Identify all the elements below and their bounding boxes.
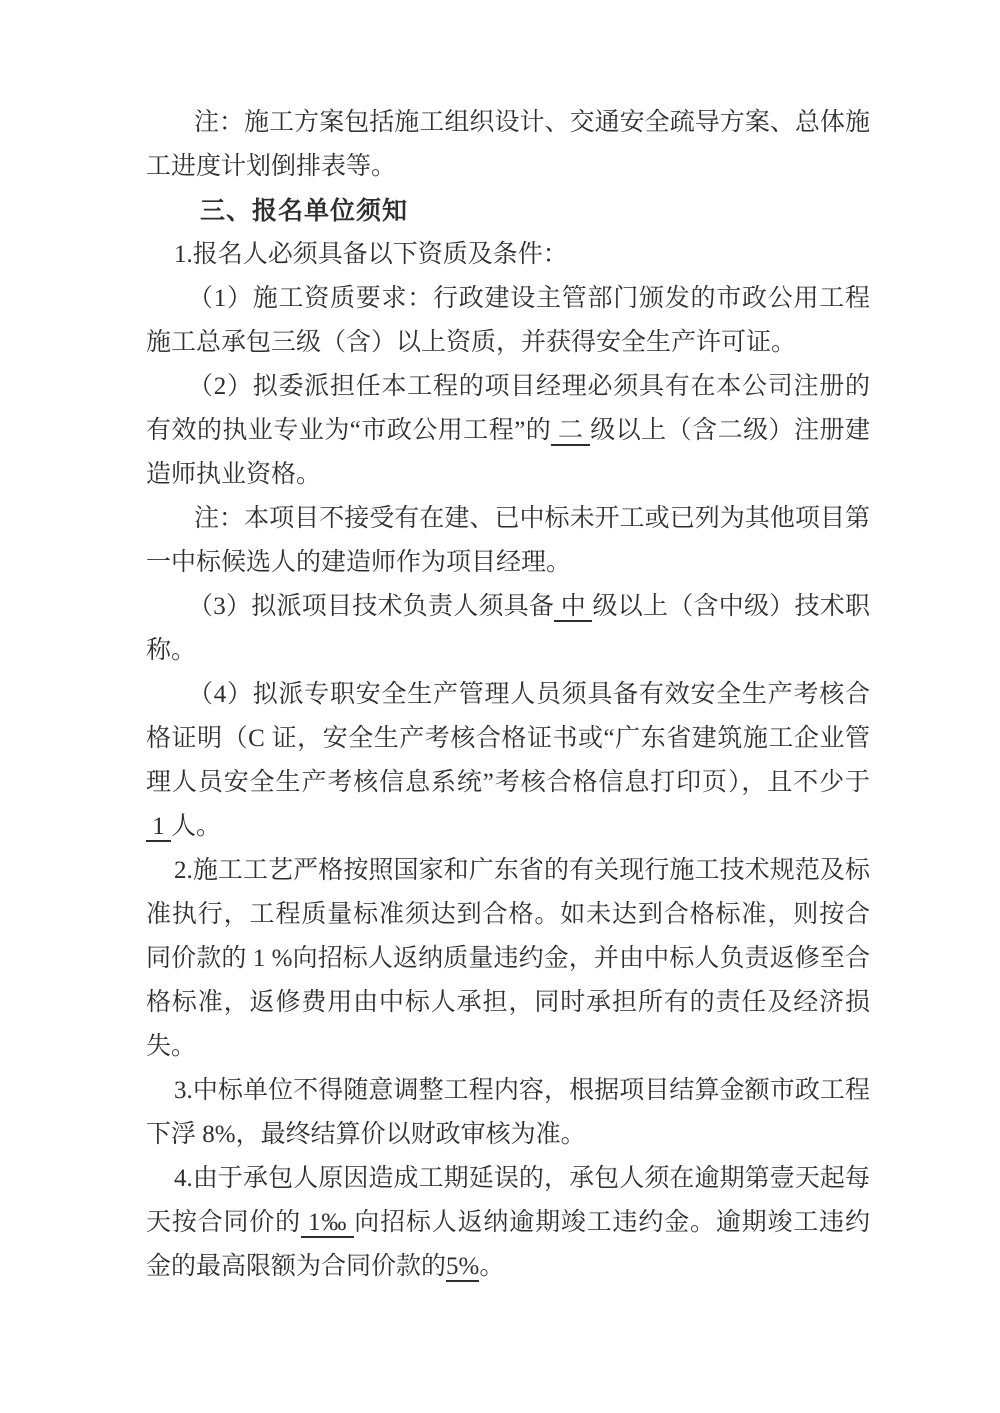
item-1-4-text-post: 人。 [171,813,222,840]
item-1-2-project-manager [146,365,870,497]
section-heading: 三、报名单位须知 [200,197,409,225]
item-1-1-construction-qualification: （1）施工资质要求：行政建设主管部门颁发的市政公用工程施工总承包三级（含）以上资质，并获得安全生产许可证。 [146,285,870,356]
item-1-qualifications: 1.报名人必须具备以下资质及条件： [174,241,568,268]
item-4-text-mid: 向招标人返纳逾期竣工违约金。逾期竣工违约金的最高限额为合同价款的 [146,1209,870,1280]
note-project-manager-restriction: 注：本项目不接受有在建、已中标未开工或已列为其他项目第一中标候选人的建造师作为项目经理。 [146,505,870,576]
item-1-3-text-post: 级以上（含中级）技术职称。 [146,593,870,664]
item-1-2-text-post: 级以上（含二级）注册建造师执业资格。 [146,417,870,488]
item-1-4-safety-officers [146,673,870,849]
item-3-settlement-adjustment: 3.中标单位不得随意调整工程内容，根据项目结算金额市政工程下浮 8%，最终结算价以财政审核为准。 [146,1077,870,1148]
item-4-delay-penalty [146,1157,870,1289]
item-1-3-technical-director [146,585,870,673]
item-4-text-post: 。 [479,1253,505,1280]
underline-daily-penalty-rate: 1‰ [300,1209,355,1236]
document-body [146,101,870,1289]
item-2-construction-standards: 2.施工工艺严格按照国家和广东省的有关现行施工技术规范及标准执行，工程质量标准须达到合格。如未达到合格标准，则按合同价款的 1 %向招标人返纳质量违约金，并由中标人负责返修至合格标准，返修费用由中标人承担，同时承担所有的责任及经济损失。 [146,857,870,1060]
item-1-3-text-pre: （3）拟派项目技术负责人须具备 [188,593,555,620]
item-1-4-text-pre: （4）拟派专职安全生产管理人员须具备有效安全生产考核合格证明（C 证，安全生产考核合格证书或“广东省建筑施工企业管理人员安全生产考核信息系统”考核合格信息打印页），且不少于 [146,681,870,796]
note-construction-plan: 注：施工方案包括施工组织设计、交通安全疏导方案、总体施工进度计划倒排表等。 [146,109,870,180]
item-4-text-pre: 4.由于承包人原因造成工期延误的，承包人须在逾期第壹天起每天按合同价的 [146,1165,870,1236]
item-1-2-text-pre: （2）拟委派担任本工程的项目经理必须具有在本公司注册的有效的执业专业为“市政公用工程”的 [146,373,870,444]
underline-title-grade: 中 [554,593,593,620]
underline-min-count: 1 [146,813,171,840]
underline-penalty-cap: 5% [446,1253,480,1280]
underline-builder-grade: 二 [551,417,591,444]
